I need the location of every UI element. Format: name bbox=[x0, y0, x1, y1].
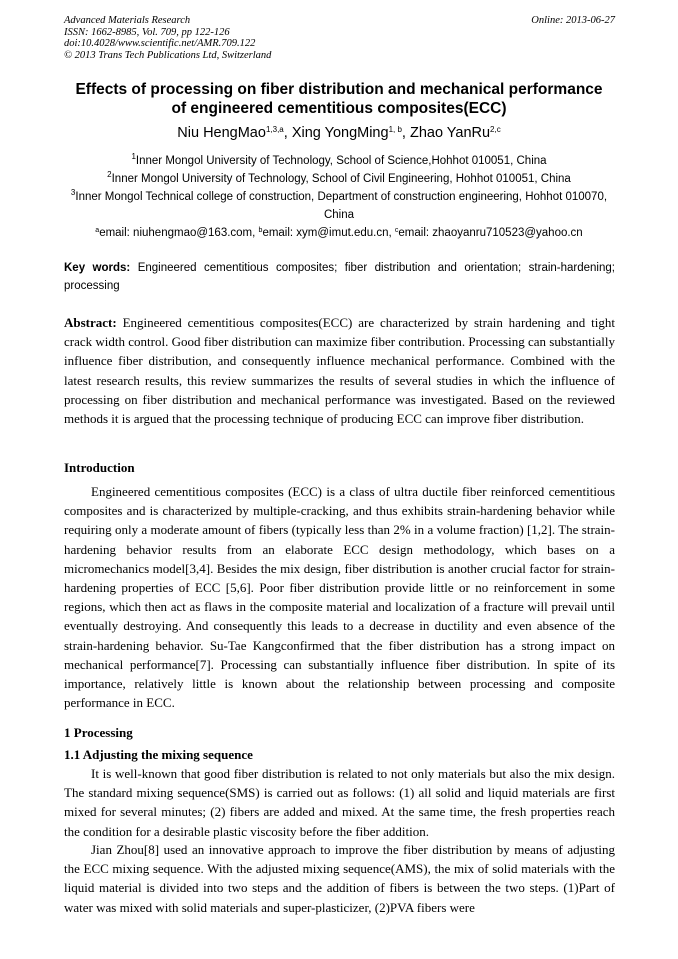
keywords-label: Key words: bbox=[64, 262, 131, 274]
doi-line: doi:10.4028/www.scientific.net/AMR.709.122 bbox=[64, 38, 256, 49]
affiliation-text: Inner Mongol University of Technology, School of Civil Engineering, Hohhot 010051, China bbox=[111, 173, 571, 185]
body-paragraph: Jian Zhou[8] used an innovative approach to improve the fiber distribution by means of adjusting the ECC mixing sequence. With the adjusted mixing sequence(AMS), the mix of solid materials with the liquid material is divided into two steps and the addition of fibers is between the two steps. (1)Part of water was mixed with solid materials and super-plasticizer, (2)PVA fibers were bbox=[64, 842, 615, 915]
body-paragraph: It is well-known that good fiber distribution is related to not only materials but also the mix design. The standard mixing sequence(SMS) is carried out as follows: (1) all solid and liquid materials are first mixed for several minutes; (2) fibers are added and mixed. At the same time, the fresh properties reach the condition for a desirable plastic viscosity before the fiber addition. bbox=[64, 766, 615, 839]
affiliation-text: Inner Mongol University of Technology, School of Science,Hohhot 010051, China bbox=[135, 155, 547, 167]
affiliation-sup: 1 bbox=[131, 152, 136, 161]
affiliations bbox=[60, 152, 618, 242]
subsection-heading: 1.1 Adjusting the mixing sequence bbox=[64, 747, 253, 762]
issn-line: ISSN: 1662-8985, Vol. 709, pp 122-126 bbox=[64, 26, 230, 38]
affiliation bbox=[60, 152, 618, 170]
email-line bbox=[60, 224, 618, 242]
introduction-heading: Introduction bbox=[64, 460, 135, 475]
author-sup: 1,3,a bbox=[265, 125, 284, 134]
email-text: email: zhaoyanru710523@yahoo.cn bbox=[398, 227, 583, 239]
author-separator: , bbox=[283, 125, 292, 141]
affiliation bbox=[60, 188, 618, 224]
author-sup: 2,c bbox=[490, 125, 501, 134]
section-heading: 1 Processing bbox=[64, 725, 133, 740]
paper-title bbox=[40, 80, 638, 118]
title-line-2: of engineered cementitious composites(ECC) bbox=[171, 100, 507, 117]
email-text: email: niuhengmao@163.com, bbox=[99, 227, 259, 239]
affiliation bbox=[60, 170, 618, 188]
abstract-text: Engineered cementitious composites(ECC) are characterized by strain hardening and tight crack width control. Good fiber distribution can maximize fiber contribution. Processing can substantially influence fiber distribution, and consequently influence mechanical performance. Combined with the latest research results, this review summarizes the results of several studies in which the influence of processing on fiber distribution and mechanical performance was investigated. Based on the reviewed methods it is argued that the processing technique of producing ECC can improve fiber distribution. bbox=[64, 315, 615, 427]
abstract-label: Abstract: bbox=[64, 315, 117, 330]
keywords bbox=[64, 260, 615, 295]
email-sup: a bbox=[95, 227, 100, 234]
author-sup: 1, b bbox=[388, 125, 402, 134]
title-line-1: Effects of processing on fiber distribution and mechanical performance bbox=[75, 81, 603, 98]
email-text: email: xym@imut.edu.cn, bbox=[262, 227, 395, 239]
author-name: Zhao YanRu bbox=[409, 125, 491, 141]
author-separator: , bbox=[401, 125, 410, 141]
affiliation-sup: 3 bbox=[70, 188, 76, 197]
affiliation-sup: 2 bbox=[107, 170, 112, 179]
journal-header bbox=[64, 15, 424, 61]
affiliation-text: Inner Mongol Technical college of construction, Department of construction engineering, Hohhot 010070, China bbox=[75, 191, 608, 221]
author-name: Xing YongMing bbox=[291, 125, 389, 141]
keywords-text: Engineered cementitious composites; fiber distribution and orientation; strain-hardening; processing bbox=[64, 262, 615, 292]
email-sup: c bbox=[394, 227, 399, 234]
journal-name: Advanced Materials Research bbox=[64, 15, 191, 26]
online-date: Online: 2013-06-27 bbox=[531, 15, 615, 26]
abstract bbox=[64, 313, 615, 428]
author-name: Niu HengMao bbox=[177, 125, 266, 141]
email-sup: b bbox=[258, 227, 263, 234]
author-list bbox=[40, 124, 638, 142]
introduction-paragraph: Engineered cementitious composites (ECC) is a class of ultra ductile fiber reinforced cementitious composites and is characterized by multiple-cracking, and thus exhibits strain-hardening behavior while requiring only a moderate amount of fibers (typically less than 2% in a volume fraction) [1,2]. The strain-hardening behavior results from an elaborate ECC design methodology, which bases on a micromechanics model[3,4]. Besides the mix design, fiber distribution is another crucial factor for strain-hardening properties of ECC [5,6]. Poor fiber distribution provide little or no reinforcement in some regions, which then act as flaws in the composite material and localization of a fracture will prevail until eventually destroying. And consequently this leads to a decrease in ductility and even absence of the strain-hardening behavior. Su-Tae Kangconfirmed that the fiber distribution has a strong impact on mechanical performance[7]. Processing can substantially influence fiber distribution. In spite of its importance, relatively little is known about the relationship between processing and composite performance in ECC. bbox=[64, 484, 615, 711]
copyright-line: © 2013 Trans Tech Publications Ltd, Switzerland bbox=[64, 49, 272, 61]
